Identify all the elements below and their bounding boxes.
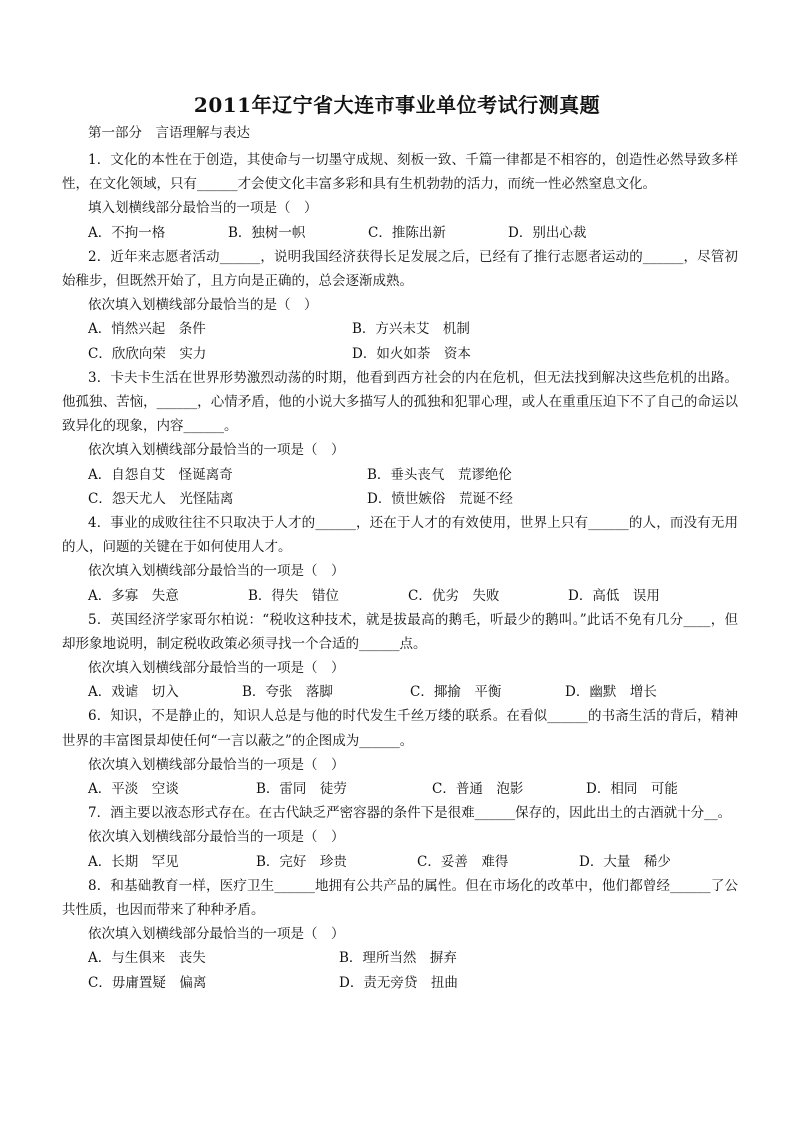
question-prompt: 填入划横线部分最恰当的一项是（ ） (88, 200, 318, 217)
option-a: A．悄然兴起 条件 (88, 321, 206, 338)
option-b: B．雷同 徒劳 (256, 781, 347, 798)
question-stem: 2．近年来志愿者活动______，说明我国经济获得长足发展之后，已经有了推行志愿者运动的______，尽管初始稚步，但既然开始了，且方向是正确的，总会逐渐成熟。 (62, 248, 738, 289)
option-row (62, 463, 738, 487)
option-b: B．夸张 落脚 (242, 684, 333, 701)
option-d: D．高低 误用 (568, 587, 660, 604)
question-4 (62, 511, 738, 608)
option-row (62, 584, 738, 608)
question-stem: 7．酒主要以液态形式存在。在古代缺乏严密容器的条件下是很难______保存的，因此出土的古酒就十分__。 (88, 805, 732, 822)
question-7 (62, 801, 738, 874)
option-c: C．毋庸置疑 偏离 (88, 974, 207, 991)
question-stem: 4．事业的成败往往不只取决于人才的______，还在于人才的有效使用，世界上只有______的人，而没有无用的人，问题的关键在于如何使用人才。 (62, 514, 738, 556)
option-d: D．相同 可能 (586, 781, 678, 798)
option-d: D．如火如荼 资本 (352, 345, 471, 362)
option-a: A．戏谑 切入 (88, 684, 179, 701)
option-c: C．优劣 失败 (408, 587, 500, 604)
option-c: C．怨天尤人 光怪陆离 (88, 490, 234, 507)
option-d: D．大量 稀少 (579, 853, 671, 870)
question-prompt: 依次填入划横线部分最恰当的一项是（ ） (88, 442, 345, 459)
option-c: C．推陈出新 (368, 224, 446, 241)
option-d: D．责无旁贷 扭曲 (339, 974, 458, 991)
option-a: A．自怨自艾 怪诞离奇 (88, 466, 233, 483)
option-b: B．得失 错位 (248, 587, 339, 604)
option-b: B．独树一帜 (228, 224, 306, 241)
option-a: A．与生俱来 丧失 (88, 950, 206, 967)
option-row (62, 850, 738, 874)
option-b: B．理所当然 摒弃 (339, 950, 457, 967)
option-b: B．方兴未艾 机制 (352, 321, 470, 338)
question-stem: 8．和基础教育一样，医疗卫生______地拥有公共产品的属性。但在市场化的改革中，他们都曾经______了公共性质，也因而带来了种种矛盾。 (62, 877, 738, 919)
option-row (62, 946, 738, 970)
option-row (62, 971, 738, 995)
option-d: D．幽默 增长 (565, 684, 657, 701)
question-stem: 3．卡夫卡生活在世界形势激烈动荡的时期，他看到西方社会的内在危机，但无法找到解决这些危机的出路。他孤独、苦恼，______，心情矛盾，他的小说大多描写人的孤独和犯罪心理，或人在重重压迫下不了自己的命运以致异化的现象，内容______。 (62, 369, 738, 435)
question-stem: 5．英国经济学家哥尔柏说：“税收这种技术，就是拔最高的鹅毛，听最少的鹅叫。”此话不免有几分____，但却形象地说明，制定税收政策必须寻找一个合适的______点。 (62, 611, 738, 652)
question-prompt: 依次填入划横线部分最恰当的一项是（ ） (88, 563, 345, 580)
option-c: C．普通 泡影 (432, 781, 524, 798)
question-stem: 1．文化的本性在于创造，其使命与一切墨守成规、刻板一致、千篇一律都是不相容的，创造性必然导致多样性，在文化领域，只有______才会使文化丰富多彩和具有生机勃勃的活力，而统一性必然窒息文化。 (62, 152, 738, 193)
option-d: D．愤世嫉俗 荒诞不经 (367, 490, 513, 507)
option-d: D．别出心裁 (508, 224, 587, 241)
option-b: B．完好 珍贵 (256, 853, 347, 870)
option-c: C．欣欣向荣 实力 (88, 345, 207, 362)
option-row (62, 342, 738, 366)
section-heading: 第一部分 言语理解与表达 (88, 125, 250, 141)
option-row (62, 221, 738, 245)
question-1 (62, 148, 738, 245)
option-a: A．长期 罕见 (88, 853, 179, 870)
option-row (62, 317, 738, 341)
option-row (62, 777, 738, 801)
question-prompt: 依次填入划横线部分最恰当的一项是（ ） (88, 926, 345, 943)
question-8 (62, 874, 738, 995)
question-stem: 6．知识，不是静止的，知识人总是与他的时代发生千丝万缕的联系。在看似______的书斋生活的背后，精神世界的丰富图景却使任何“一言以蔽之”的企图成为______。 (62, 708, 738, 749)
option-c: C．揶揄 平衡 (410, 684, 502, 701)
option-row (62, 680, 738, 704)
question-prompt: 依次填入划横线部分最恰当的一项是（ ） (88, 660, 345, 677)
question-prompt: 依次填入划横线部分最恰当的一项是（ ） (88, 756, 345, 773)
page-title: 2011年辽宁省大连市事业单位考试行测真题 (193, 93, 601, 117)
question-list (62, 148, 738, 995)
question-5 (62, 608, 738, 705)
question-prompt: 依次填入划横线部分最恰当的是（ ） (88, 297, 318, 314)
question-prompt: 依次填入划横线部分最恰当的一项是（ ） (88, 829, 345, 846)
question-2 (62, 245, 738, 366)
option-a: A．平淡 空谈 (88, 781, 179, 798)
question-6 (62, 704, 738, 801)
option-a: A．多寡 失意 (88, 587, 179, 604)
option-a: A．不拘一格 (88, 224, 166, 241)
option-b: B．垂头丧气 荒谬绝伦 (367, 466, 512, 483)
option-row (62, 487, 738, 511)
question-3 (62, 366, 738, 511)
option-c: C．妥善 难得 (417, 853, 509, 870)
